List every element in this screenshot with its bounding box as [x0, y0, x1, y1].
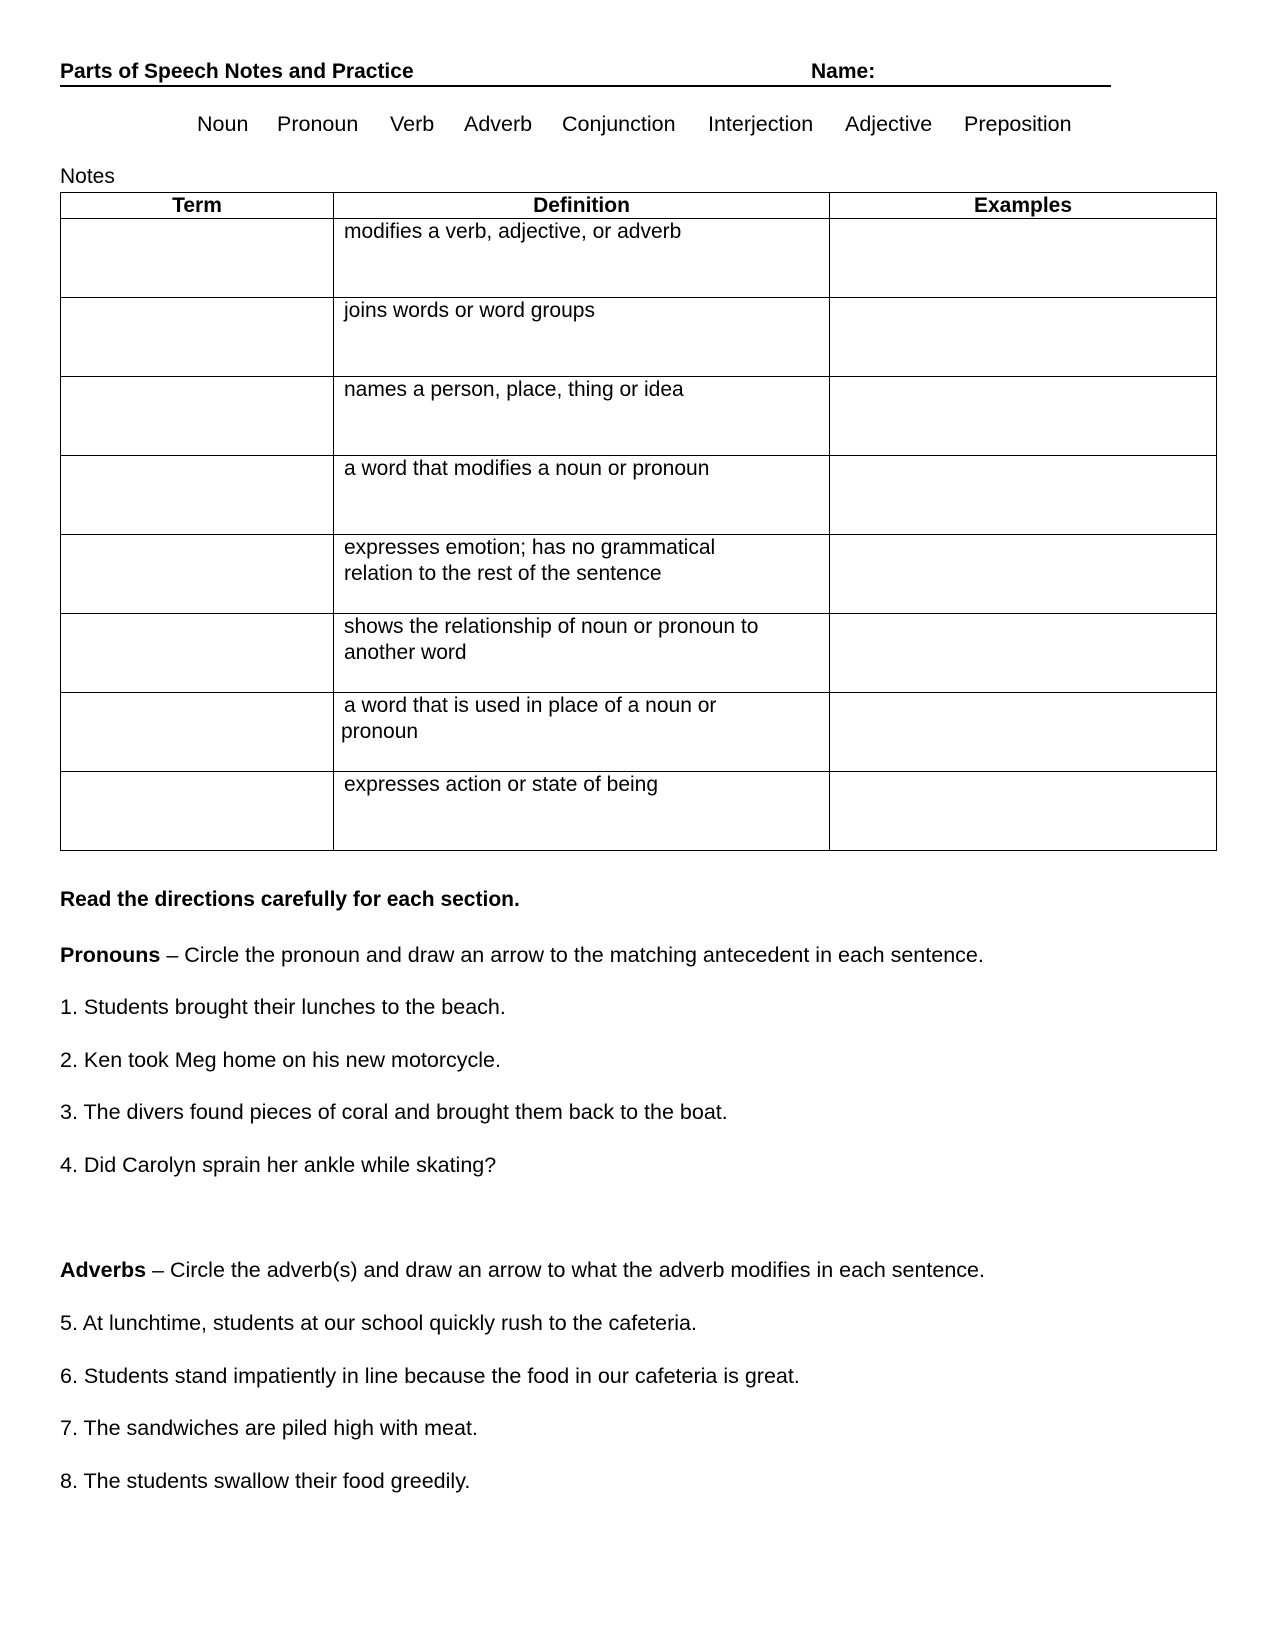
table-row	[61, 456, 1217, 535]
definition-text: another word	[344, 641, 467, 664]
pronouns-instruction	[60, 943, 984, 968]
definition-text: pronoun	[341, 720, 419, 743]
word-bank-item: Verb	[390, 112, 435, 136]
term-cell[interactable]	[61, 693, 334, 772]
term-cell[interactable]	[61, 535, 334, 614]
examples-cell[interactable]	[830, 219, 1217, 298]
term-cell[interactable]	[61, 298, 334, 377]
definition-text: joins words or word groups	[344, 299, 595, 322]
word-bank-item: Noun	[197, 112, 249, 136]
pronouns-label: Pronouns	[60, 943, 161, 967]
examples-cell[interactable]	[830, 456, 1217, 535]
column-header-examples: Examples	[830, 193, 1217, 219]
practice-item: 1. Students brought their lunches to the beach.	[60, 995, 506, 1019]
definition-cell	[334, 456, 830, 535]
word-bank-item: Conjunction	[562, 112, 676, 136]
adverbs-instruction-text: – Circle the adverb(s) and draw an arrow to what the adverb modifies in each sentence.	[146, 1258, 985, 1282]
practice-item: 2. Ken took Meg home on his new motorcycle.	[60, 1048, 501, 1072]
table-row	[61, 377, 1217, 456]
definition-cell	[334, 298, 830, 377]
title-row	[60, 58, 1111, 87]
practice-item: 4. Did Carolyn sprain her ankle while skating?	[60, 1153, 497, 1177]
word-bank-item: Adverb	[464, 112, 533, 136]
examples-cell[interactable]	[830, 614, 1217, 693]
word-bank-item: Adjective	[845, 112, 933, 136]
term-cell[interactable]	[61, 772, 334, 851]
name-field-label: Name:	[811, 60, 876, 83]
practice-item: 5. At lunchtime, students at our school quickly rush to the cafeteria.	[60, 1311, 697, 1335]
table-row	[61, 772, 1217, 851]
definition-text: names a person, place, thing or idea	[344, 378, 684, 401]
table-row	[61, 614, 1217, 693]
definition-cell	[334, 614, 830, 693]
examples-cell[interactable]	[830, 772, 1217, 851]
table-row	[61, 693, 1217, 772]
column-header-term: Term	[61, 193, 334, 219]
examples-cell[interactable]	[830, 298, 1217, 377]
practice-item: 7. The sandwiches are piled high with meat.	[60, 1416, 478, 1440]
definition-cell	[334, 377, 830, 456]
definition-text: shows the relationship of noun or pronoun to	[344, 615, 759, 638]
definition-text: a word that modifies a noun or pronoun	[344, 457, 710, 480]
table-header-row	[61, 193, 1217, 219]
term-cell[interactable]	[61, 456, 334, 535]
adverbs-label: Adverbs	[60, 1258, 147, 1282]
column-header-definition: Definition	[334, 193, 830, 219]
examples-cell[interactable]	[830, 693, 1217, 772]
term-cell[interactable]	[61, 377, 334, 456]
practice-item: 8. The students swallow their food greedily.	[60, 1469, 471, 1493]
table-row	[61, 219, 1217, 298]
word-bank-item: Interjection	[708, 112, 814, 136]
definition-text: expresses action or state of being	[344, 773, 659, 796]
word-bank-item: Pronoun	[277, 112, 359, 136]
practice-item: 3. The divers found pieces of coral and brought them back to the boat.	[60, 1100, 728, 1124]
definition-cell	[334, 693, 830, 772]
practice-item: 6. Students stand impatiently in line because the food in our cafeteria is great.	[60, 1364, 800, 1388]
pronouns-instruction-text: – Circle the pronoun and draw an arrow to the matching antecedent in each sentence.	[160, 943, 984, 967]
notes-table	[60, 192, 1217, 851]
examples-cell[interactable]	[830, 377, 1217, 456]
term-cell[interactable]	[61, 614, 334, 693]
definition-cell	[334, 219, 830, 298]
term-cell[interactable]	[61, 219, 334, 298]
examples-cell[interactable]	[830, 535, 1217, 614]
definition-text: expresses emotion; has no grammatical	[344, 536, 716, 559]
page-title: Parts of Speech Notes and Practice	[60, 60, 414, 83]
definition-cell	[334, 772, 830, 851]
definition-text: a word that is used in place of a noun or	[344, 694, 717, 717]
notes-label: Notes	[60, 165, 115, 188]
table-row	[61, 298, 1217, 377]
directions-heading: Read the directions carefully for each section.	[60, 888, 520, 911]
adverbs-instruction	[60, 1258, 985, 1283]
table-row	[61, 535, 1217, 614]
word-bank-item: Preposition	[964, 112, 1072, 136]
definition-text: modifies a verb, adjective, or adverb	[344, 220, 682, 243]
definition-text: relation to the rest of the sentence	[344, 562, 662, 585]
definition-cell	[334, 535, 830, 614]
